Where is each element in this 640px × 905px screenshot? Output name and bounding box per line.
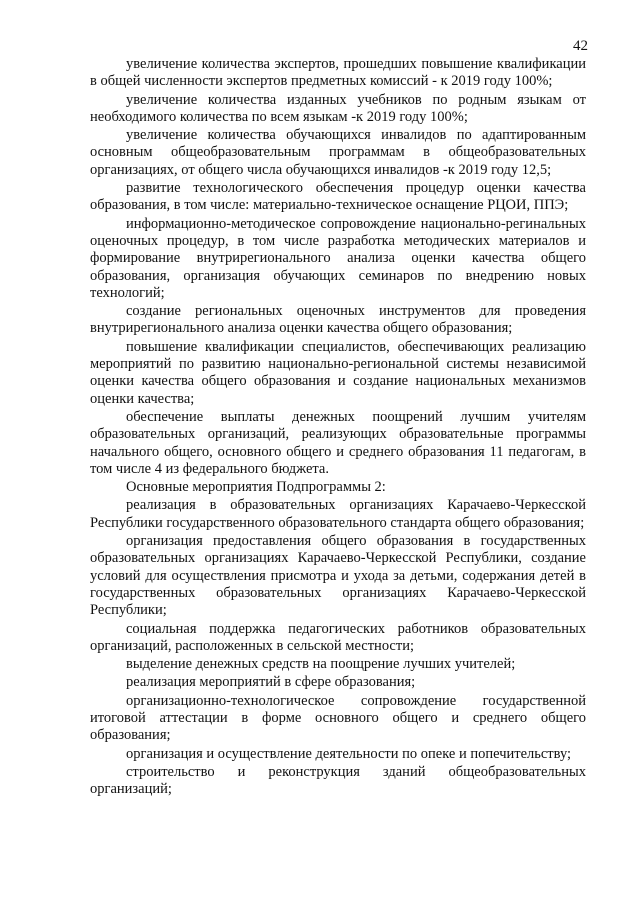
paragraph-methodological-support: информационно-методическое сопровождение национально-регинальных оценочных процедур, в том числе разработка методических материалов и формирование внутрирегионального анализа оценки качества общего образования, организация обучающих семинаров по внедрению новых технологий; <box>90 215 586 301</box>
paragraph-experts-qualification: увеличение количества экспертов, прошедших повышение квалификации в общей численности экспертов предметных комиссий - к 2019 году 100%; <box>90 56 586 90</box>
section-heading-subprogram-2: Основные мероприятия Подпрограммы 2: <box>126 479 386 496</box>
page-number: 42 <box>573 38 588 54</box>
paragraph-disabled-students: увеличение количества обучающихся инвалидов по адаптированным основным общеобразовательным программам в общеобразовательных организациях, от общего числа обучающихся инвалидов -к 2019 году 12,5; <box>90 127 586 178</box>
paragraph-technological-support: развитие технологического обеспечения процедур оценки качества образования, в том числе: материально-техническое оснащение РЦОИ, ППЭ; <box>90 180 586 214</box>
paragraph-native-language-textbooks: увеличение количества изданных учебников по родным языкам от необходимого количества по всем языкам -к 2019 году 100%; <box>90 91 586 125</box>
paragraph-education-events: реализация мероприятий в сфере образования; <box>126 674 416 691</box>
paragraph-rural-teachers-support: социальная поддержка педагогических работников образовательных организаций, расположенных в сельской местности; <box>90 620 586 654</box>
paragraph-standard-implementation: реализация в образовательных организациях Карачаево-Черкесской Республики государственного образовательного стандарта общего образования; <box>90 497 586 531</box>
paragraph-specialist-qualification: повышение квалификации специалистов, обеспечивающих реализацию мероприятий по развитию национально-региональной системы независимой оценки качества общего образования и создание национальных механизмов оценки качества; <box>90 338 586 407</box>
paragraph-final-attestation: организационно-технологическое сопровождение государственной итоговой аттестации в форме основного общего и среднего общего образования; <box>90 692 586 744</box>
paragraph-teacher-rewards: обеспечение выплаты денежных поощрений лучшим учителям образовательных организаций, реализующих образовательные программы начального общего, основного общего и среднего образования 11 педагогам, в том числе 4 из федерального бюджета. <box>90 408 586 477</box>
document-body <box>90 56 586 798</box>
paragraph-school-construction: строительство и реконструкция зданий общеобразовательных организаций; <box>90 763 586 798</box>
paragraph-regional-tools: создание региональных оценочных инструментов для проведения внутрирегионального анализа оценки качества общего образования; <box>90 303 586 337</box>
paragraph-guardianship: организация и осуществление деятельности по опеке и попечительству; <box>126 745 572 762</box>
paragraph-best-teachers-funds: выделение денежных средств на поощрение лучших учителей; <box>126 656 516 673</box>
paragraph-general-education-provision: организация предоставления общего образования в государственных образовательных организациях Карачаево-Черкесской Республики, создание условий для осуществления присмотра и ухода за детьми, содержания детей в государственных образовательных организациях Карачаево-Черкесской Республики; <box>90 533 586 619</box>
